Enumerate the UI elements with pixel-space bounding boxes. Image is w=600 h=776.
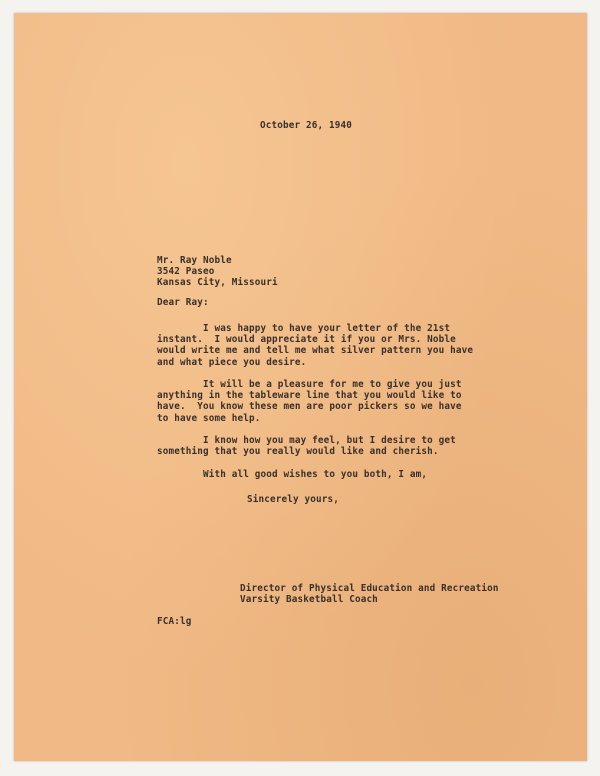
body-line: and what piece you desire. bbox=[157, 356, 307, 368]
body-line: With all good wishes to you both, I am, bbox=[157, 469, 428, 480]
recipient-street: 3542 Paseo bbox=[157, 266, 215, 278]
recipient-name: Mr. Ray Noble bbox=[157, 255, 232, 266]
body-line: It will be a pleasure for me to give you just bbox=[157, 379, 462, 390]
signature-title-line: Varsity Basketball Coach bbox=[240, 594, 378, 606]
body-line: to have some help. bbox=[157, 412, 261, 424]
paragraph-3 bbox=[157, 435, 456, 457]
body-line: instant. I would appreciate it if you or Mrs. Noble bbox=[157, 334, 456, 346]
paragraph-4 bbox=[157, 469, 427, 480]
reference-initials: FCA:lg bbox=[157, 616, 192, 627]
body-line: I know how you may feel, but I desire to get bbox=[157, 435, 456, 446]
letter-date: October 26, 1940 bbox=[260, 120, 352, 131]
salutation: Dear Ray: bbox=[157, 297, 209, 308]
paragraph-1 bbox=[157, 323, 473, 368]
body-line: something that you really would like and cherish. bbox=[157, 446, 439, 458]
closing: Sincerely yours, bbox=[247, 494, 339, 505]
paragraph-2 bbox=[157, 379, 462, 424]
body-line: have. You know these men are poor pickers so we have bbox=[157, 401, 462, 413]
recipient-address bbox=[157, 255, 278, 289]
signature-titles bbox=[240, 583, 499, 605]
recipient-city: Kansas City, Missouri bbox=[157, 277, 278, 289]
body-line: anything in the tableware line that you would like to bbox=[157, 390, 462, 402]
body-line: I was happy to have your letter of the 21st bbox=[157, 323, 451, 334]
signature-title-line: Director of Physical Education and Recreation bbox=[240, 583, 499, 594]
body-line: would write me and tell me what silver pattern you have bbox=[157, 345, 474, 357]
letter-page bbox=[14, 13, 587, 761]
